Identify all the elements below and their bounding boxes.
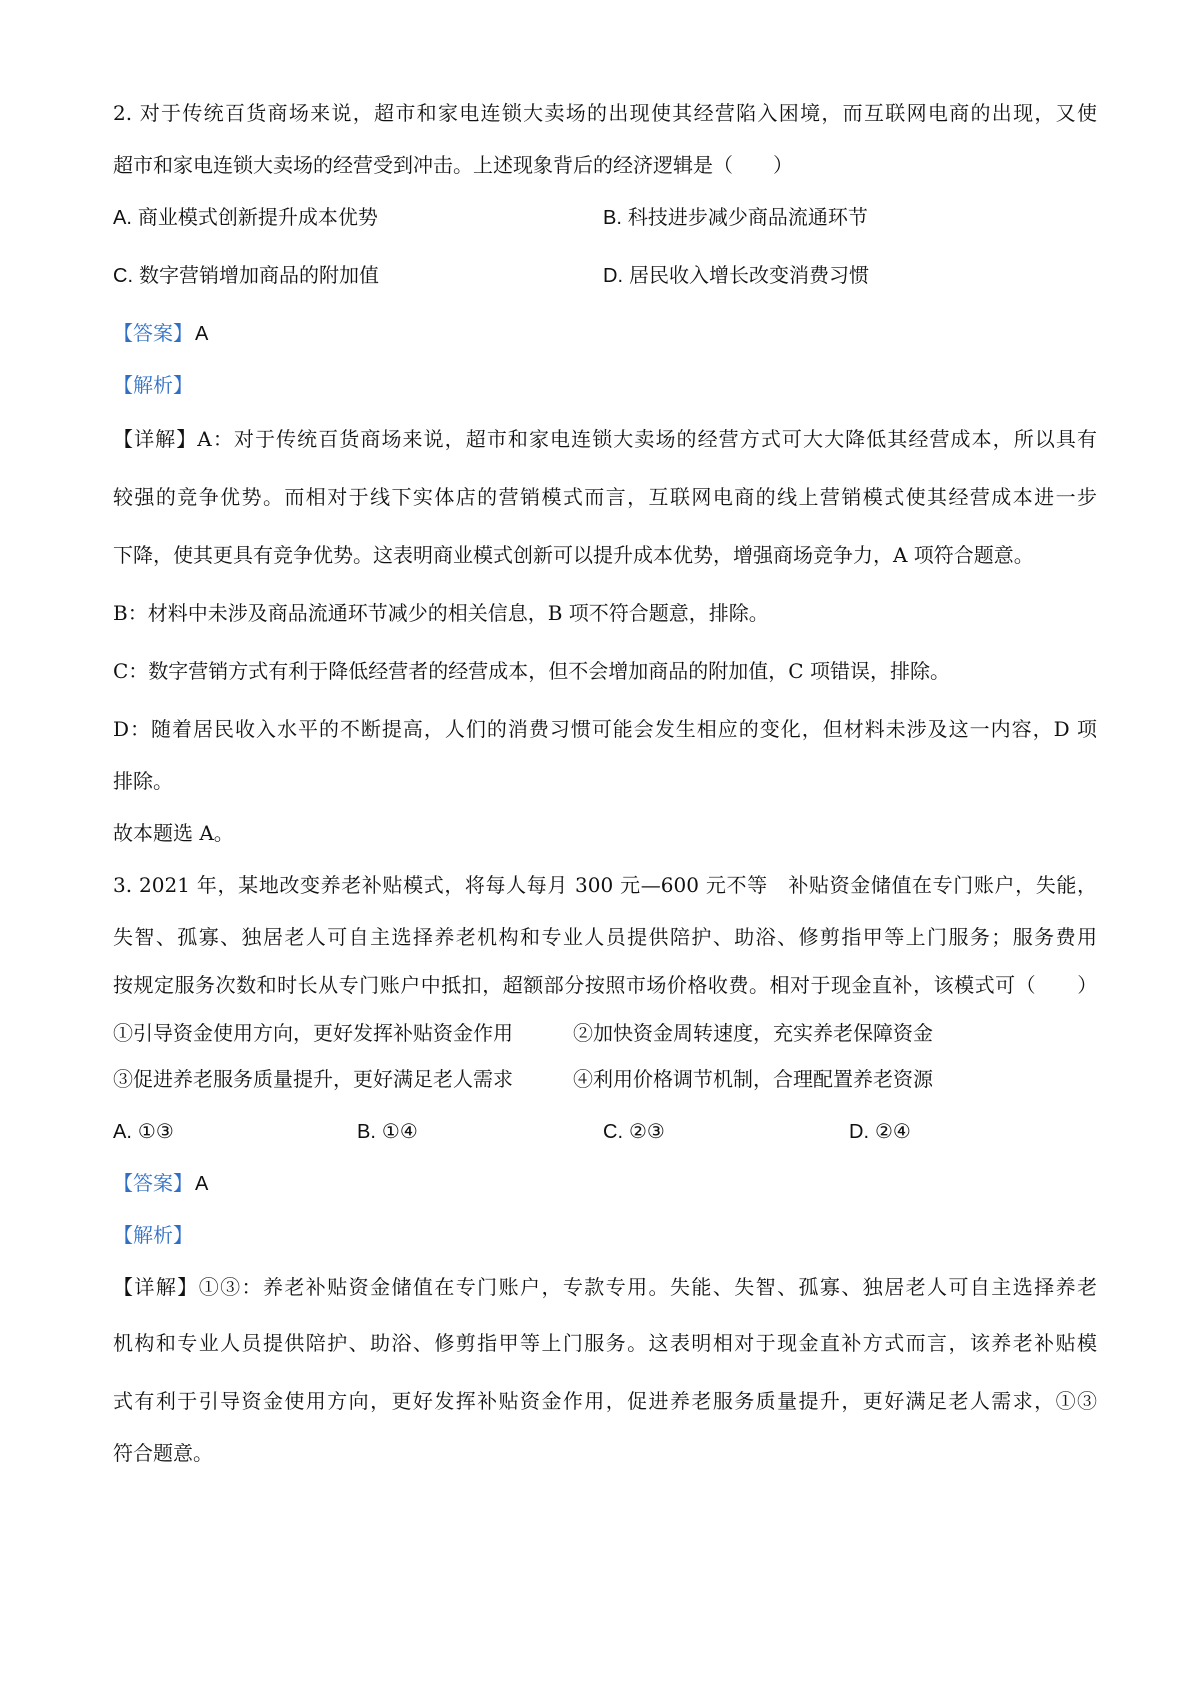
- option-letter: B.: [603, 207, 622, 229]
- q3-detail-line-1: 【详解】①③：养老补贴资金储值在专门账户，专款专用。失能、失智、孤寡、独居老人可自主选择养老: [113, 1275, 1097, 1299]
- q3-stem-line-1: 3. 2021 年，某地改变养老补贴模式，将每人每月 300 元—600 元不等 补贴资金储值在专门账户，失能，: [113, 873, 1097, 897]
- q2-detail-line-3: 下降，使其更具有竞争优势。这表明商业模式创新可以提升成本优势，增强商场竞争力，A 项符合题意。: [113, 543, 1034, 567]
- q3-analysis-tag: 【解析】: [113, 1223, 193, 1247]
- q2-conclusion: 故本题选 A。: [113, 821, 234, 845]
- q2-detail-line-2: 较强的竞争优势。而相对于线下实体店的营销模式而言，互联网电商的线上营销模式使其经营成本进一步: [113, 485, 1097, 509]
- q2-option-d: [603, 260, 869, 291]
- q3-detail-line-2: 机构和专业人员提供陪护、助浴、修剪指甲等上门服务。这表明相对于现金直补方式而言，该养老补贴模: [113, 1331, 1097, 1355]
- q2-stem-line-2: 超市和家电连锁大卖场的经营受到冲击。上述现象背后的经济逻辑是（ ）: [113, 153, 793, 177]
- option-text: 居民收入增长改变消费习惯: [629, 263, 869, 287]
- q2-detail-line-7: 排除。: [113, 769, 173, 793]
- answer-value: A: [195, 323, 209, 345]
- q3-stem-line-3: 按规定服务次数和时长从专门账户中抵扣，超额部分按照市场价格收费。相对于现金直补，该模式可（ ）: [113, 973, 1097, 997]
- option-text: ②③: [629, 1119, 665, 1143]
- q3-option-a: [113, 1116, 174, 1147]
- option-text: 数字营销增加商品的附加值: [139, 263, 379, 287]
- q3-option-d: [849, 1116, 911, 1147]
- q2-stem-line-1: 2. 对于传统百货商场来说，超市和家电连锁大卖场的出现使其经营陷入困境，而互联网电商的出现，又使: [113, 101, 1097, 125]
- q3-statement-1: ①引导资金使用方向，更好发挥补贴资金作用: [113, 1021, 513, 1045]
- option-letter: C.: [113, 265, 133, 287]
- q3-detail-line-4: 符合题意。: [113, 1441, 213, 1465]
- answer-tag: 【答案】: [113, 321, 193, 345]
- option-text: ①③: [137, 1119, 174, 1143]
- answer-tag: 【答案】: [113, 1171, 193, 1195]
- option-text: 商业模式创新提升成本优势: [137, 205, 378, 229]
- q3-detail-line-3: 式有利于引导资金使用方向，更好发挥补贴资金作用，促进养老服务质量提升，更好满足老人需求，①③: [113, 1389, 1097, 1413]
- q2-option-c: [113, 260, 379, 291]
- q2-option-a: [113, 202, 378, 233]
- q3-option-c: [603, 1116, 665, 1147]
- q2-detail-line-4: B：材料中未涉及商品流通环节减少的相关信息，B 项不符合题意，排除。: [113, 601, 769, 625]
- option-text: ①④: [381, 1119, 418, 1143]
- q2-analysis-tag: 【解析】: [113, 373, 193, 397]
- q2-detail-line-1: 【详解】A：对于传统百货商场来说，超市和家电连锁大卖场的经营方式可大大降低其经营成本，所以具有: [113, 427, 1097, 451]
- option-text: 科技进步减少商品流通环节: [627, 205, 868, 229]
- q3-statement-2: ②加快资金周转速度，充实养老保障资金: [573, 1021, 933, 1045]
- option-letter: D.: [603, 265, 623, 287]
- q2-detail-line-5: C：数字营销方式有利于降低经营者的经营成本，但不会增加商品的附加值，C 项错误，排除。: [113, 659, 950, 683]
- option-letter: A.: [113, 207, 132, 229]
- q3-statement-4: ④利用价格调节机制，合理配置养老资源: [573, 1067, 933, 1091]
- option-text: ②④: [875, 1119, 911, 1143]
- answer-value: A: [195, 1173, 209, 1195]
- option-letter: A.: [113, 1121, 132, 1143]
- option-letter: C.: [603, 1121, 623, 1143]
- q3-answer: [113, 1168, 208, 1199]
- q2-detail-line-6: D：随着居民收入水平的不断提高，人们的消费习惯可能会发生相应的变化，但材料未涉及这一内容，D 项: [113, 717, 1097, 741]
- q2-option-b: [603, 202, 868, 233]
- q3-stem-line-2: 失智、孤寡、独居老人可自主选择养老机构和专业人员提供陪护、助浴、修剪指甲等上门服务；服务费用: [113, 925, 1097, 949]
- option-letter: D.: [849, 1121, 869, 1143]
- q3-option-b: [357, 1116, 418, 1147]
- q3-statement-3: ③促进养老服务质量提升，更好满足老人需求: [113, 1067, 513, 1091]
- option-letter: B.: [357, 1121, 376, 1143]
- q2-answer: [113, 318, 208, 349]
